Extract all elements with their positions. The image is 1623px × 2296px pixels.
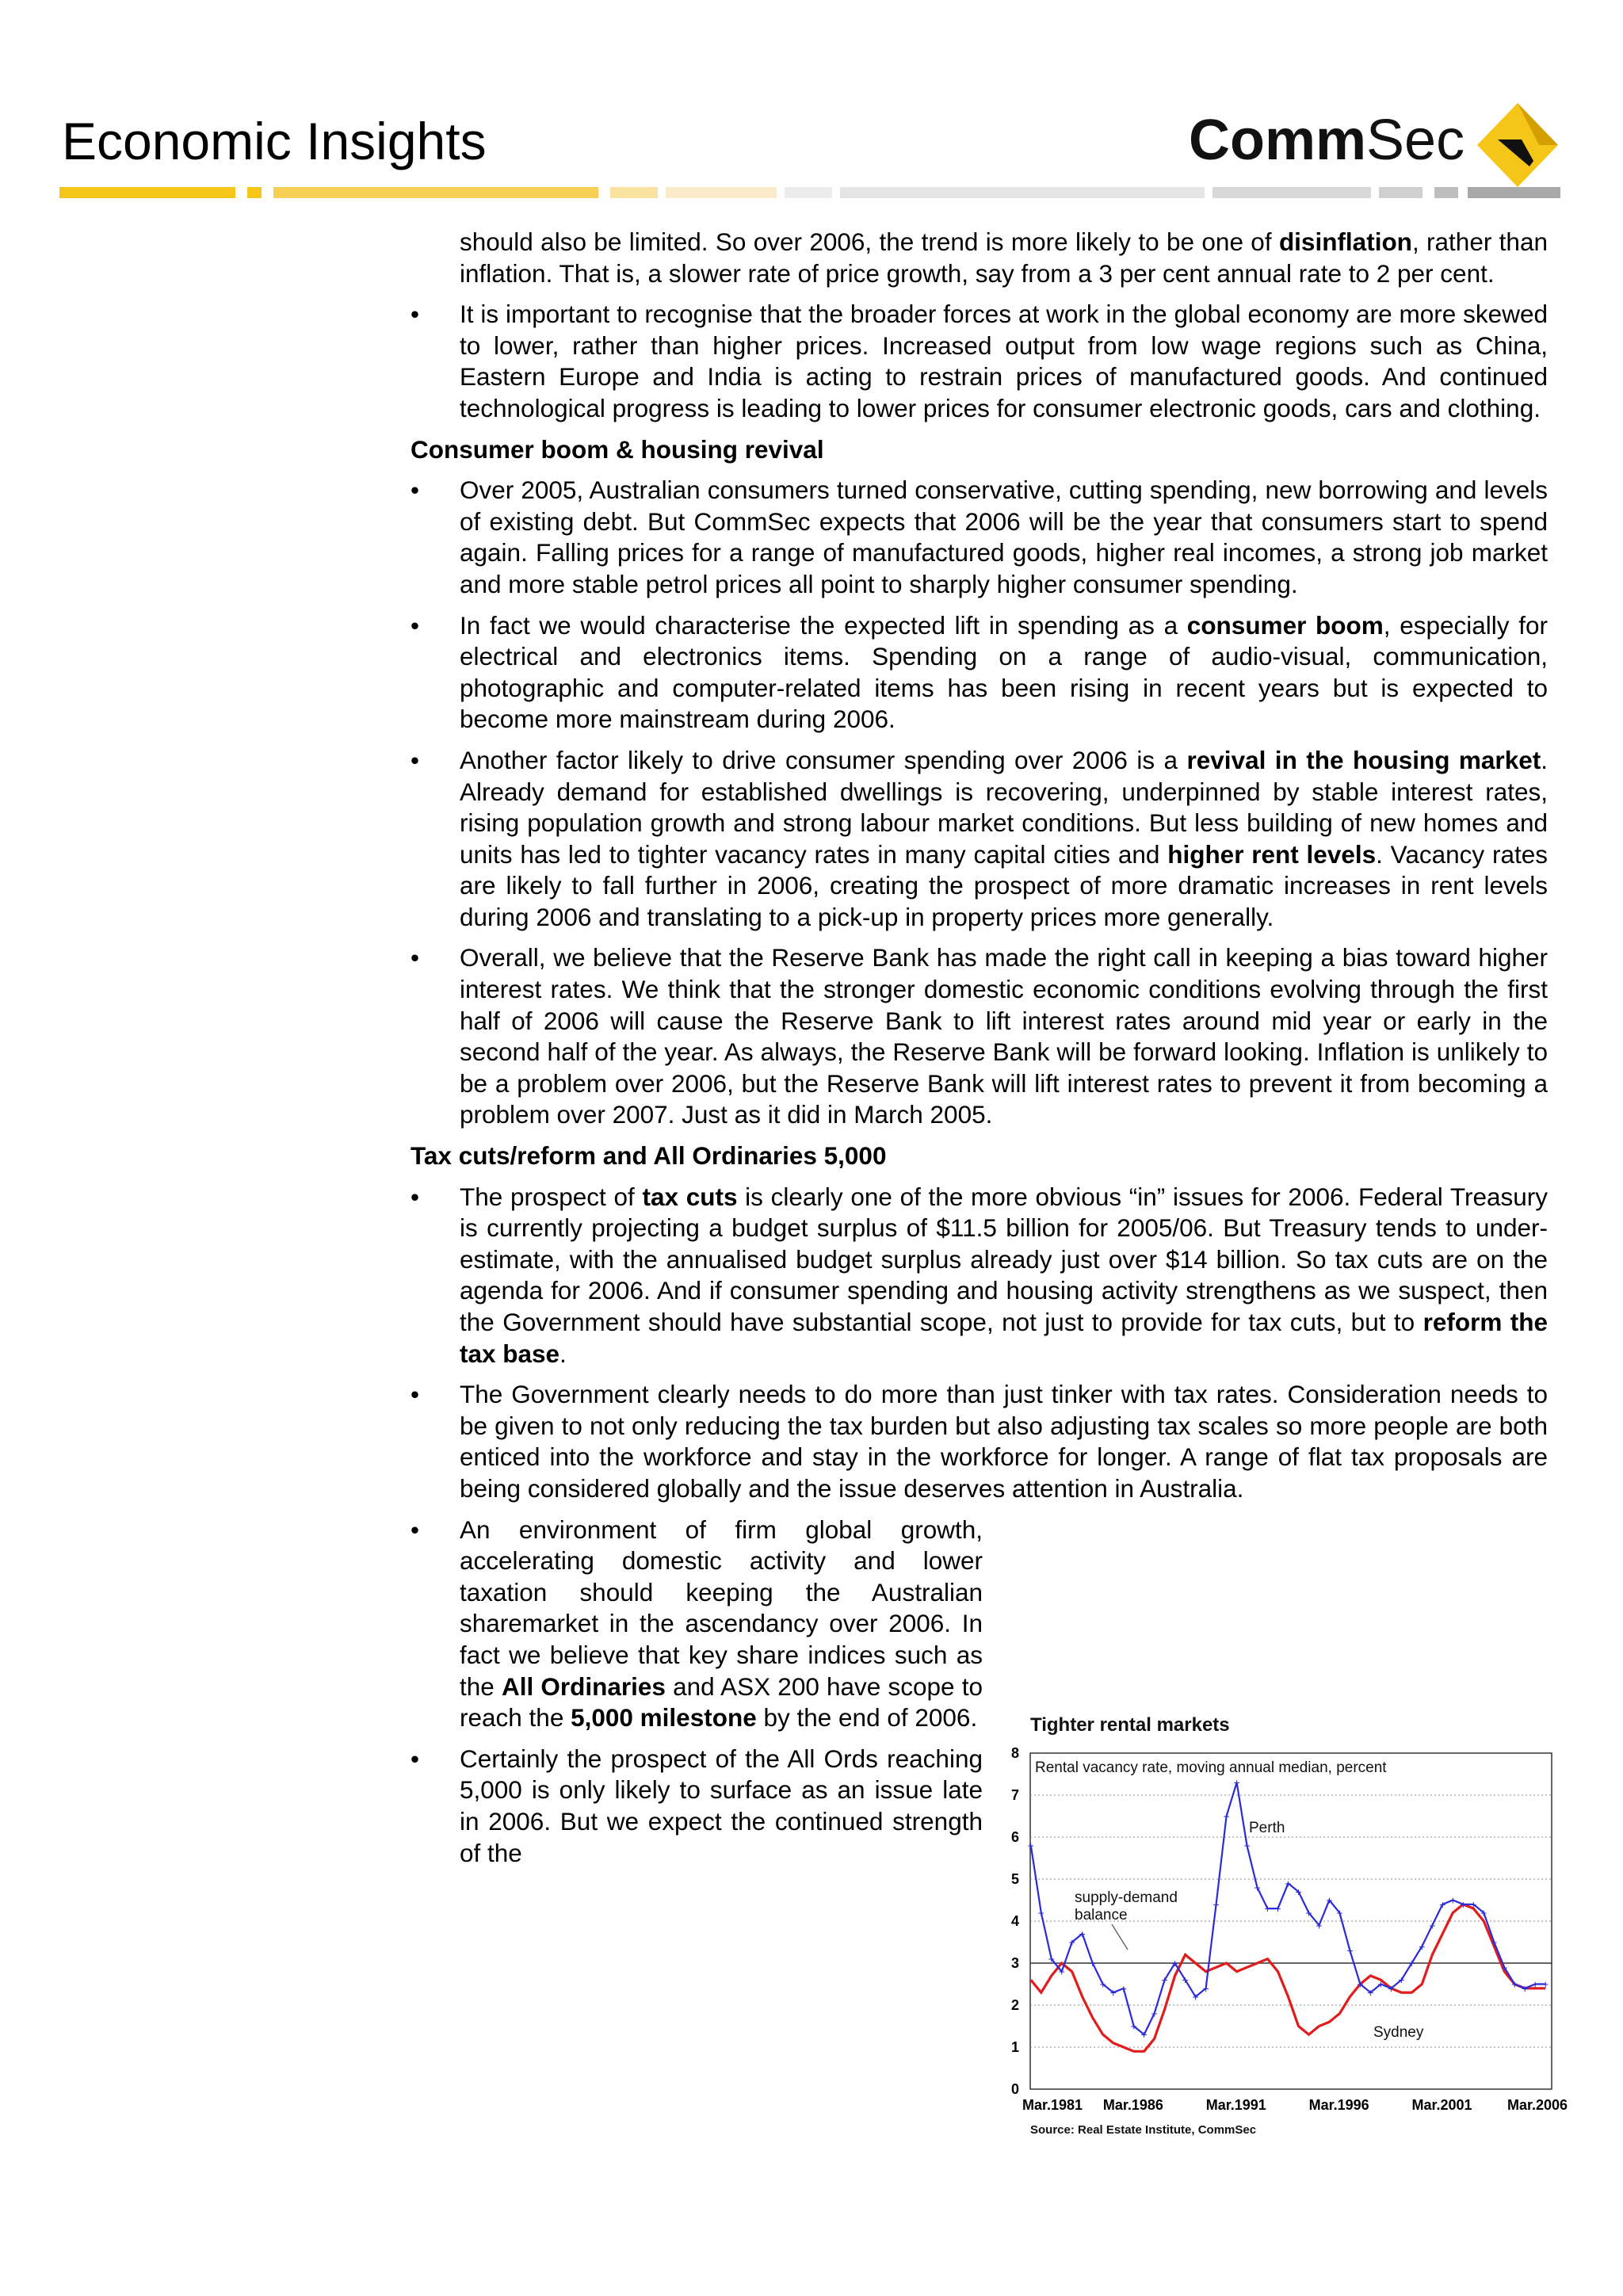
y-tick-label: 0: [1010, 2081, 1019, 2097]
perth-data-point: +: [1109, 1986, 1117, 2000]
page-title: Economic Insights: [62, 112, 487, 170]
perth-data-point: +: [1089, 1957, 1096, 1969]
perth-data-point: +: [1419, 1939, 1426, 1953]
perth-data-point: +: [1223, 1809, 1230, 1823]
perth-data-point: +: [1367, 1986, 1374, 2000]
perth-data-point: +: [1377, 1977, 1384, 1991]
perth-label: Perth: [1249, 1820, 1285, 1836]
perth-data-point: +: [1079, 1927, 1086, 1940]
perth-data-point: +: [1182, 1973, 1189, 1987]
perth-data-point: +: [1027, 1839, 1034, 1852]
perth-data-point: +: [1480, 1906, 1487, 1920]
perth-data-point: +: [1048, 1952, 1055, 1966]
perth-data-point: +: [1264, 1902, 1271, 1916]
perth-data-point: +: [1161, 1973, 1168, 1987]
x-tick-label: Mar.1981: [1022, 2097, 1083, 2113]
list-item: • An environment of firm global growth, accelerating domestic activity and lower taxation should keeping the Australian sharemarket in the ascendancy over 2006. In fact we believe that key share indices such as the All Ordinaries and ASX 200 have scope to reach the 5,000 milestone by the end of 2006.: [411, 1515, 983, 1733]
y-tick-label: 4: [1010, 1913, 1019, 1929]
x-axis: [1022, 2097, 1568, 2113]
y-tick-label: 7: [1010, 1787, 1019, 1803]
intro-paragraph: should also be limited. So over 2006, the trend is more likely to be one of disinflation, rather than inflation. That is, a slower rate of price growth, say from a 3 per cent annual rate to 2 per cent.: [460, 227, 1548, 288]
perth-data-point: +: [1099, 1977, 1106, 1991]
list-item: • The Government clearly needs to do more than just tinker with tax rates. Consideration needs to be given to not only reducing the tax burden but also adjusting tax scales so more people are both enticed into the workforce and stay in the workforce for longer. A range of flat tax proposals are being considered globally and the issue deserves attention in Australia.: [411, 1380, 1548, 1503]
perth-data-point: +: [1522, 1981, 1529, 1995]
perth-data-point: +: [1316, 1919, 1323, 1932]
perth-data-point: +: [1212, 1897, 1220, 1911]
perth-data-point: +: [1326, 1893, 1333, 1907]
sydney-label: Sydney: [1373, 2024, 1424, 2041]
y-tick-label: 8: [1010, 1745, 1019, 1761]
perth-data-point: +: [1501, 1961, 1508, 1974]
perth-data-point: +: [1295, 1885, 1302, 1898]
perth-data-point: +: [1398, 1973, 1405, 1987]
perth-data-point: +: [1037, 1906, 1044, 1920]
perth-data-point: +: [1460, 1897, 1467, 1911]
perth-data-point: +: [1171, 1957, 1178, 1969]
y-tick-label: 3: [1010, 1955, 1019, 1971]
perth-data-point: +: [1068, 1935, 1075, 1949]
perth-data-point: +: [1388, 1981, 1395, 1995]
perth-data-point: +: [1151, 2007, 1158, 2020]
logo-diamond-icon: [1474, 101, 1561, 189]
perth-data-point: +: [1532, 1977, 1539, 1991]
balance-label-1: supply-demand: [1075, 1889, 1178, 1906]
perth-data-point: +: [1140, 2028, 1148, 2042]
perth-data-point: +: [1346, 1944, 1354, 1958]
perth-data-point: +: [1439, 1897, 1446, 1911]
list-item: • It is important to recognise that the broader forces at work in the global economy are more skewed to lower, rather than higher prices. Increased output from low wage regions such as China, Eastern Europe and India is acting to restrain prices of manufactured goods. And continued technological progress is leading to lower prices for consumer electronic goods, cars and clothing.: [411, 300, 1548, 422]
perth-data-point: +: [1192, 1990, 1199, 2004]
list-item: • Over 2005, Australian consumers turned conservative, cutting spending, new borrowing and levels of existing debt. But CommSec expects that 2006 will be the year that consumers start to spend again. Falling prices for a range of manufactured goods, higher real incomes, a strong job market and more stable petrol prices all point to sharply higher consumer spending.: [411, 476, 1548, 598]
perth-data-point: +: [1542, 1977, 1549, 1991]
chart-title: Tighter rental markets: [1030, 1714, 1230, 1736]
chart-subtitle: Rental vacancy rate, moving annual median, percent: [1035, 1759, 1387, 1776]
perth-data-point: +: [1254, 1881, 1261, 1894]
y-tick-label: 2: [1010, 1997, 1019, 2013]
section-heading: Tax cuts/reform and All Ordinaries 5,000: [411, 1141, 887, 1171]
y-tick-label: 6: [1010, 1829, 1019, 1845]
x-tick-label: Mar.1996: [1308, 2097, 1369, 2113]
perth-data-point: +: [1058, 1965, 1065, 1978]
list-item: • The prospect of tax cuts is clearly one of the more obvious “in” issues for 2006. Federal Treasury is currently projecting a budget surplus of $11.5 billion for 2005/06. But Treasury tends to under-estimate, with the annualised budget surplus already just over $14 billion. So tax cuts are on the agenda for 2006. And if consumer spending and housing activity strengthens as we suspect, then the Government should have substantial scope, not just to provide for tax cuts, but to reform the tax base.: [411, 1182, 1548, 1368]
perth-data-point: +: [1120, 1981, 1127, 1995]
perth-data-point: +: [1285, 1877, 1292, 1890]
commsec-logo: [1189, 94, 1561, 189]
x-tick-label: Mar.1986: [1102, 2097, 1163, 2113]
balance-label-2: balance: [1075, 1907, 1128, 1924]
perth-data-point: +: [1202, 1981, 1209, 1995]
chart-source: Source: Real Estate Institute, CommSec: [1030, 2123, 1257, 2137]
x-tick-label: Mar.2006: [1507, 2097, 1568, 2113]
x-tick-label: Mar.1991: [1205, 2097, 1266, 2113]
perth-data-point: +: [1470, 1897, 1477, 1911]
perth-data-point: +: [1233, 1776, 1240, 1790]
perth-data-point: +: [1274, 1902, 1281, 1916]
perth-data-point: +: [1429, 1919, 1436, 1932]
list-item: • Certainly the prospect of the All Ords reaching 5,000 is only likely to surface as an issue late in 2006. But we expect the continued strength of the: [411, 1744, 983, 1867]
perth-data-point: +: [1305, 1906, 1312, 1920]
perth-data-point: +: [1357, 1977, 1364, 1991]
list-item: • Overall, we believe that the Reserve Bank has made the right call in keeping a bias toward higher interest rates. We think that the stronger domestic economic conditions evolving through the first half of 2006 will cause the Reserve Bank to lift interest rates around mid year or early in the second half of the year. As always, the Reserve Bank will be forward looking. Inflation is unlikely to be a problem over 2006, but the Reserve Bank will lift interest rates to prevent it from becoming a problem over 2007. Just as it did in March 2005.: [411, 943, 1548, 1129]
article-body: [411, 227, 1548, 1878]
section-heading: Consumer boom & housing revival: [411, 434, 824, 464]
y-tick-label: 5: [1010, 1871, 1019, 1887]
perth-data-point: +: [1408, 1957, 1415, 1969]
list-item: • In fact we would characterise the expected lift in spending as a consumer boom, especially for electrical and electronics items. Spending on a range of audio-visual, communication, photographic and computer-related items has been rising in recent years but is expected to become more mainstream during 2006.: [411, 610, 1548, 734]
y-axis: [1011, 1745, 1019, 2097]
perth-data-point: +: [1449, 1893, 1457, 1907]
logo-text: CommSec: [1189, 109, 1465, 172]
rental-vacancy-chart: [989, 1712, 1568, 2140]
perth-data-point: +: [1491, 1935, 1498, 1949]
y-tick-label: 1: [1010, 2039, 1019, 2055]
perth-data-point: +: [1243, 1839, 1251, 1852]
perth-data-point: +: [1130, 2019, 1137, 2033]
perth-data-point: +: [1511, 1977, 1518, 1991]
x-tick-label: Mar.2001: [1411, 2097, 1472, 2113]
perth-data-point: +: [1336, 1906, 1343, 1920]
list-item: • Another factor likely to drive consumer spending over 2006 is a revival in the housing market. Already demand for established dwellings is recovering, underpinned by stable interest rates, rising population growth and strong labour market conditions. But less building of new homes and units has led to tighter vacancy rates in many capital cities and higher rent levels. Vacancy rates are likely to fall further in 2006, creating the prospect of more dramatic increases in rent levels during 2006 and translating to a pick-up in property prices more generally.: [411, 745, 1548, 931]
